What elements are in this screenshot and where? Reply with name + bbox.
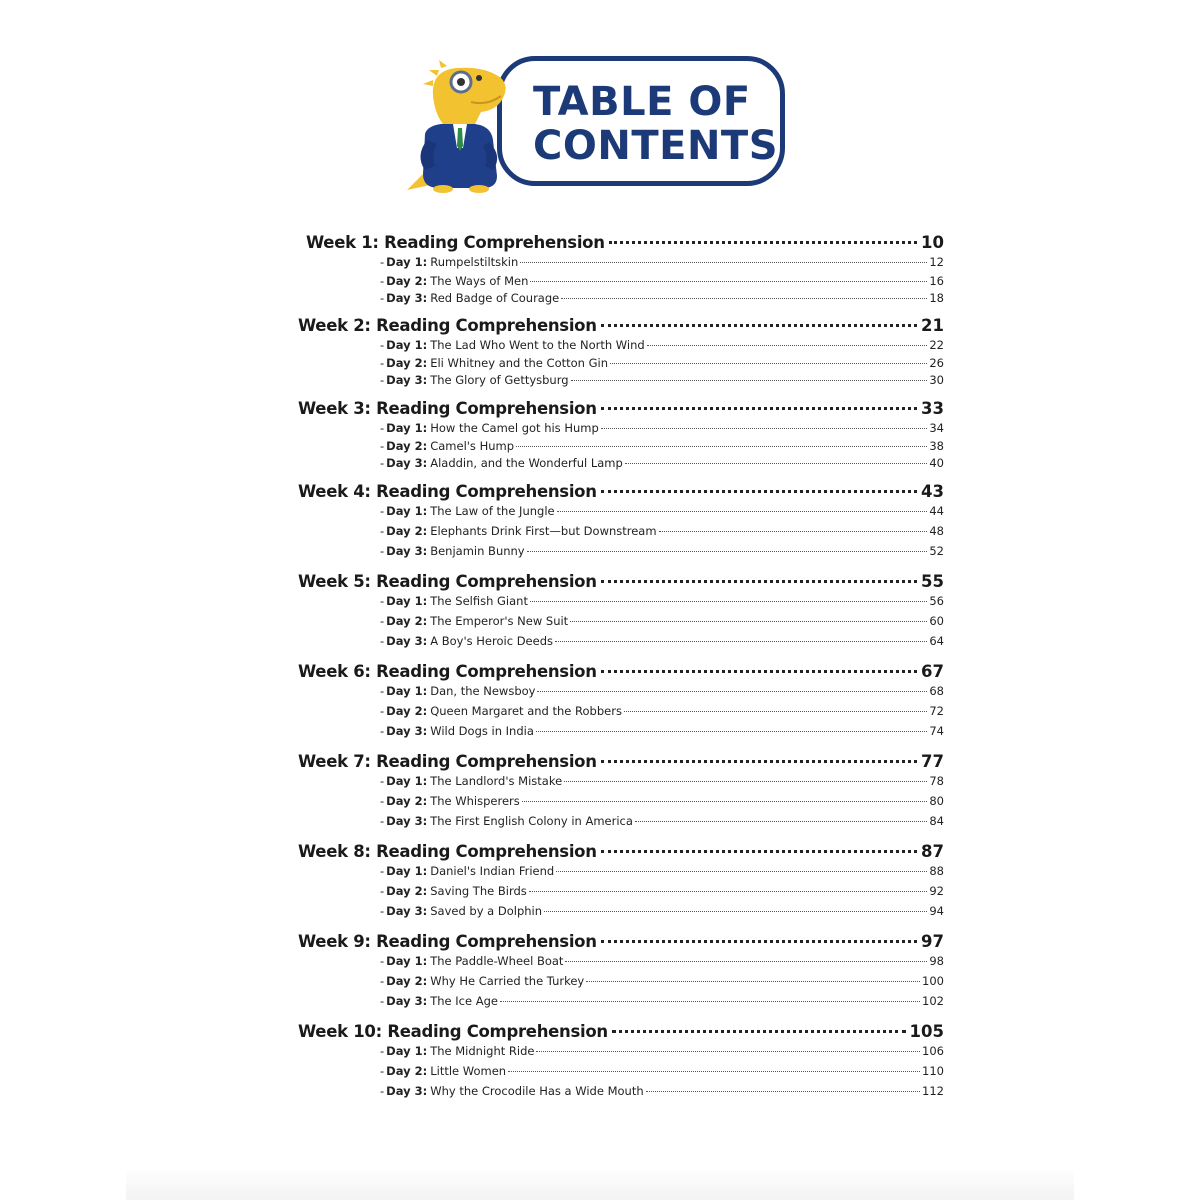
bullet-dash: -	[380, 544, 385, 558]
toc-day-entry[interactable]	[380, 974, 944, 990]
bullet-dash: -	[380, 504, 385, 518]
dot-leader	[557, 511, 928, 512]
toc-week-4[interactable]	[298, 482, 944, 504]
bullet-dash: -	[380, 356, 385, 370]
dot-leader	[564, 781, 927, 782]
toc-day-entry[interactable]	[380, 439, 944, 455]
dot-leader	[601, 760, 917, 763]
day-title: How the Camel got his Hump	[430, 421, 599, 435]
dot-leader	[601, 428, 928, 429]
dot-leader	[610, 363, 927, 364]
day-page-number: 48	[929, 524, 944, 538]
week-label: Week 5: Reading Comprehension	[298, 572, 597, 591]
dot-leader	[529, 891, 928, 892]
week-page-number: 77	[921, 752, 944, 771]
day-title: Daniel's Indian Friend	[430, 864, 555, 878]
day-label: Day 1:	[386, 421, 428, 435]
day-page-number: 38	[929, 439, 944, 453]
week-page-number: 97	[921, 932, 944, 951]
toc-day-entry[interactable]	[380, 594, 944, 610]
day-title: Red Badge of Courage	[430, 291, 560, 305]
day-title: The Lad Who Went to the North Wind	[430, 338, 645, 352]
dot-leader	[646, 1091, 920, 1092]
week-page-number: 43	[921, 482, 944, 501]
toc-week-6[interactable]	[298, 662, 944, 684]
week-label: Week 9: Reading Comprehension	[298, 932, 597, 951]
bullet-dash: -	[380, 291, 385, 305]
dot-leader	[601, 407, 917, 410]
toc-day-entry[interactable]	[380, 904, 944, 920]
day-title: The Selfish Giant	[430, 594, 528, 608]
dot-leader	[530, 601, 927, 602]
toc-day-entry[interactable]	[380, 684, 944, 700]
day-title: The Emperor's New Suit	[430, 614, 569, 628]
day-page-number: 68	[929, 684, 944, 698]
toc-day-entry[interactable]	[380, 864, 944, 880]
dot-leader	[520, 262, 927, 263]
bullet-dash: -	[380, 255, 385, 269]
toc-day-entry[interactable]	[380, 504, 944, 520]
toc-day-entry[interactable]	[380, 704, 944, 720]
day-label: Day 2:	[386, 356, 428, 370]
week-label: Week 8: Reading Comprehension	[298, 842, 597, 861]
day-page-number: 44	[929, 504, 944, 518]
bullet-dash: -	[380, 274, 385, 288]
dot-leader	[625, 463, 928, 464]
day-page-number: 64	[929, 634, 944, 648]
dot-leader	[556, 871, 927, 872]
day-page-number: 80	[929, 794, 944, 808]
bullet-dash: -	[380, 974, 385, 988]
day-title: Aladdin, and the Wonderful Lamp	[430, 456, 623, 470]
dot-leader	[586, 981, 920, 982]
toc-day-entry[interactable]	[380, 634, 944, 650]
week-page-number: 87	[921, 842, 944, 861]
dot-leader	[647, 345, 928, 346]
day-label: Day 3:	[386, 1084, 428, 1098]
day-label: Day 3:	[386, 456, 428, 470]
bullet-dash: -	[380, 704, 385, 718]
week-label: Week 10: Reading Comprehension	[298, 1022, 608, 1041]
day-page-number: 92	[929, 884, 944, 898]
day-label: Day 3:	[386, 814, 428, 828]
day-label: Day 1:	[386, 255, 428, 269]
day-page-number: 30	[929, 373, 944, 387]
week-page-number: 33	[921, 399, 944, 418]
day-label: Day 2:	[386, 1064, 428, 1078]
day-label: Day 1:	[386, 774, 428, 788]
week-label: Week 1: Reading Comprehension	[306, 233, 605, 252]
toc-day-entry[interactable]	[380, 884, 944, 900]
day-label: Day 3:	[386, 724, 428, 738]
toc-day-entry[interactable]	[380, 614, 944, 630]
bullet-dash: -	[380, 456, 385, 470]
week-page-number: 10	[921, 233, 944, 252]
dot-leader	[571, 380, 928, 381]
week-label: Week 6: Reading Comprehension	[298, 662, 597, 681]
toc-day-entry[interactable]	[380, 456, 944, 472]
toc-week-2[interactable]	[298, 316, 944, 338]
week-page-number: 21	[921, 316, 944, 335]
toc-week-9[interactable]	[298, 932, 944, 954]
toc-week-5[interactable]	[298, 572, 944, 594]
day-label: Day 2:	[386, 794, 428, 808]
day-label: Day 2:	[386, 439, 428, 453]
bullet-dash: -	[380, 439, 385, 453]
bullet-dash: -	[380, 373, 385, 387]
dot-leader	[536, 1051, 920, 1052]
toc-week-7[interactable]	[298, 752, 944, 774]
toc-day-entry[interactable]	[380, 1044, 944, 1060]
bullet-dash: -	[380, 634, 385, 648]
day-title: Why the Crocodile Has a Wide Mouth	[430, 1084, 644, 1098]
day-label: Day 1:	[386, 504, 428, 518]
bullet-dash: -	[380, 814, 385, 828]
day-title: Little Women	[430, 1064, 507, 1078]
day-label: Day 3:	[386, 544, 428, 558]
bullet-dash: -	[380, 338, 385, 352]
day-title: Queen Margaret and the Robbers	[430, 704, 622, 718]
day-page-number: 94	[929, 904, 944, 918]
day-page-number: 78	[929, 774, 944, 788]
day-page-number: 84	[929, 814, 944, 828]
day-page-number: 26	[929, 356, 944, 370]
dot-leader	[508, 1071, 920, 1072]
day-page-number: 40	[929, 456, 944, 470]
dot-leader	[537, 691, 927, 692]
bullet-dash: -	[380, 774, 385, 788]
bullet-dash: -	[380, 724, 385, 738]
day-page-number: 12	[929, 255, 944, 269]
day-title: A Boy's Heroic Deeds	[430, 634, 553, 648]
bullet-dash: -	[380, 524, 385, 538]
toc-day-entry[interactable]	[380, 338, 944, 354]
toc-day-entry[interactable]	[380, 814, 944, 830]
bullet-dash: -	[380, 904, 385, 918]
day-label: Day 1:	[386, 954, 428, 968]
day-page-number: 100	[922, 974, 944, 988]
day-label: Day 1:	[386, 338, 428, 352]
day-label: Day 2:	[386, 274, 428, 288]
dot-leader	[635, 821, 927, 822]
week-page-number: 55	[921, 572, 944, 591]
day-label: Day 1:	[386, 864, 428, 878]
day-page-number: 102	[922, 994, 944, 1008]
day-label: Day 2:	[386, 614, 428, 628]
dot-leader	[624, 711, 927, 712]
week-label: Week 4: Reading Comprehension	[298, 482, 597, 501]
day-title: The Midnight Ride	[430, 1044, 535, 1058]
day-title: The Glory of Gettysburg	[430, 373, 569, 387]
week-page-number: 67	[921, 662, 944, 681]
day-page-number: 22	[929, 338, 944, 352]
toc-day-entry[interactable]	[380, 794, 944, 810]
day-label: Day 1:	[386, 594, 428, 608]
day-title: The Ways of Men	[430, 274, 529, 288]
day-title: Eli Whitney and the Cotton Gin	[430, 356, 608, 370]
day-page-number: 56	[929, 594, 944, 608]
day-title: The Law of the Jungle	[430, 504, 555, 518]
day-title: Rumpelstiltskin	[430, 255, 519, 269]
day-title: The Whisperers	[430, 794, 520, 808]
day-page-number: 52	[929, 544, 944, 558]
bullet-dash: -	[380, 594, 385, 608]
bullet-dash: -	[380, 684, 385, 698]
toc-day-entry[interactable]	[380, 421, 944, 437]
bullet-dash: -	[380, 1084, 385, 1098]
dot-leader	[516, 446, 927, 447]
toc-week-3[interactable]	[298, 399, 944, 421]
day-page-number: 72	[929, 704, 944, 718]
dot-leader	[609, 241, 917, 244]
toc-day-entry[interactable]	[380, 291, 944, 307]
day-title: The Landlord's Mistake	[430, 774, 563, 788]
day-title: Saved by a Dolphin	[430, 904, 543, 918]
toc-week-1[interactable]	[306, 233, 944, 255]
dot-leader	[612, 1030, 906, 1033]
dot-leader	[561, 298, 927, 299]
day-page-number: 34	[929, 421, 944, 435]
toc-day-entry[interactable]	[380, 1084, 944, 1100]
toc-day-entry[interactable]	[380, 255, 944, 271]
title-line-2: CONTENTS	[533, 123, 779, 169]
day-label: Day 2:	[386, 884, 428, 898]
toc-day-entry[interactable]	[380, 524, 944, 540]
bullet-dash: -	[380, 954, 385, 968]
day-page-number: 88	[929, 864, 944, 878]
dot-leader	[555, 641, 927, 642]
day-label: Day 2:	[386, 974, 428, 988]
toc-day-entry[interactable]	[380, 724, 944, 740]
dot-leader	[530, 281, 927, 282]
toc-day-entry[interactable]	[380, 544, 944, 560]
day-label: Day 3:	[386, 904, 428, 918]
day-page-number: 106	[922, 1044, 944, 1058]
dot-leader	[659, 531, 928, 532]
day-title: The Ice Age	[430, 994, 498, 1008]
toc-day-entry[interactable]	[380, 356, 944, 372]
day-label: Day 3:	[386, 373, 428, 387]
toc-day-entry[interactable]	[380, 994, 944, 1010]
toc-week-10[interactable]	[298, 1022, 944, 1044]
bullet-dash: -	[380, 864, 385, 878]
dot-leader	[601, 580, 917, 583]
toc-day-entry[interactable]	[380, 1064, 944, 1080]
toc-day-entry[interactable]	[380, 954, 944, 970]
dot-leader	[500, 1001, 920, 1002]
day-label: Day 2:	[386, 524, 428, 538]
toc-day-entry[interactable]	[380, 274, 944, 290]
day-page-number: 60	[929, 614, 944, 628]
toc-day-entry[interactable]	[380, 373, 944, 389]
day-title: Dan, the Newsboy	[430, 684, 536, 698]
week-label: Week 7: Reading Comprehension	[298, 752, 597, 771]
bullet-dash: -	[380, 421, 385, 435]
dot-leader	[601, 670, 917, 673]
day-label: Day 3:	[386, 291, 428, 305]
dot-leader	[536, 731, 927, 732]
day-label: Day 1:	[386, 1044, 428, 1058]
day-title: The Paddle-Wheel Boat	[430, 954, 564, 968]
day-label: Day 3:	[386, 994, 428, 1008]
dot-leader	[565, 961, 927, 962]
toc-day-entry[interactable]	[380, 774, 944, 790]
bullet-dash: -	[380, 994, 385, 1008]
day-label: Day 3:	[386, 634, 428, 648]
day-label: Day 1:	[386, 684, 428, 698]
dot-leader	[544, 911, 927, 912]
day-title: Benjamin Bunny	[430, 544, 525, 558]
bullet-dash: -	[380, 614, 385, 628]
day-page-number: 112	[922, 1084, 944, 1098]
dot-leader	[601, 324, 917, 327]
dot-leader	[570, 621, 927, 622]
bullet-dash: -	[380, 1044, 385, 1058]
week-label: Week 3: Reading Comprehension	[298, 399, 597, 418]
week-page-number: 105	[909, 1022, 944, 1041]
day-title: Camel's Hump	[430, 439, 515, 453]
day-title: Elephants Drink First—but Downstream	[430, 524, 657, 538]
week-label: Week 2: Reading Comprehension	[298, 316, 597, 335]
toc-week-8[interactable]	[298, 842, 944, 864]
day-title: The First English Colony in America	[430, 814, 633, 828]
bullet-dash: -	[380, 884, 385, 898]
day-title: Saving The Birds	[430, 884, 527, 898]
day-label: Day 2:	[386, 704, 428, 718]
day-page-number: 74	[929, 724, 944, 738]
dot-leader	[601, 850, 917, 853]
day-page-number: 110	[922, 1064, 944, 1078]
dot-leader	[601, 490, 917, 493]
dot-leader	[601, 940, 917, 943]
dot-leader	[522, 801, 928, 802]
day-page-number: 16	[929, 274, 944, 288]
day-title: Why He Carried the Turkey	[430, 974, 585, 988]
bullet-dash: -	[380, 794, 385, 808]
dot-leader	[527, 551, 928, 552]
day-page-number: 98	[929, 954, 944, 968]
day-page-number: 18	[929, 291, 944, 305]
day-title: Wild Dogs in India	[430, 724, 534, 738]
title-line-1: TABLE OF	[533, 79, 751, 125]
bullet-dash: -	[380, 1064, 385, 1078]
